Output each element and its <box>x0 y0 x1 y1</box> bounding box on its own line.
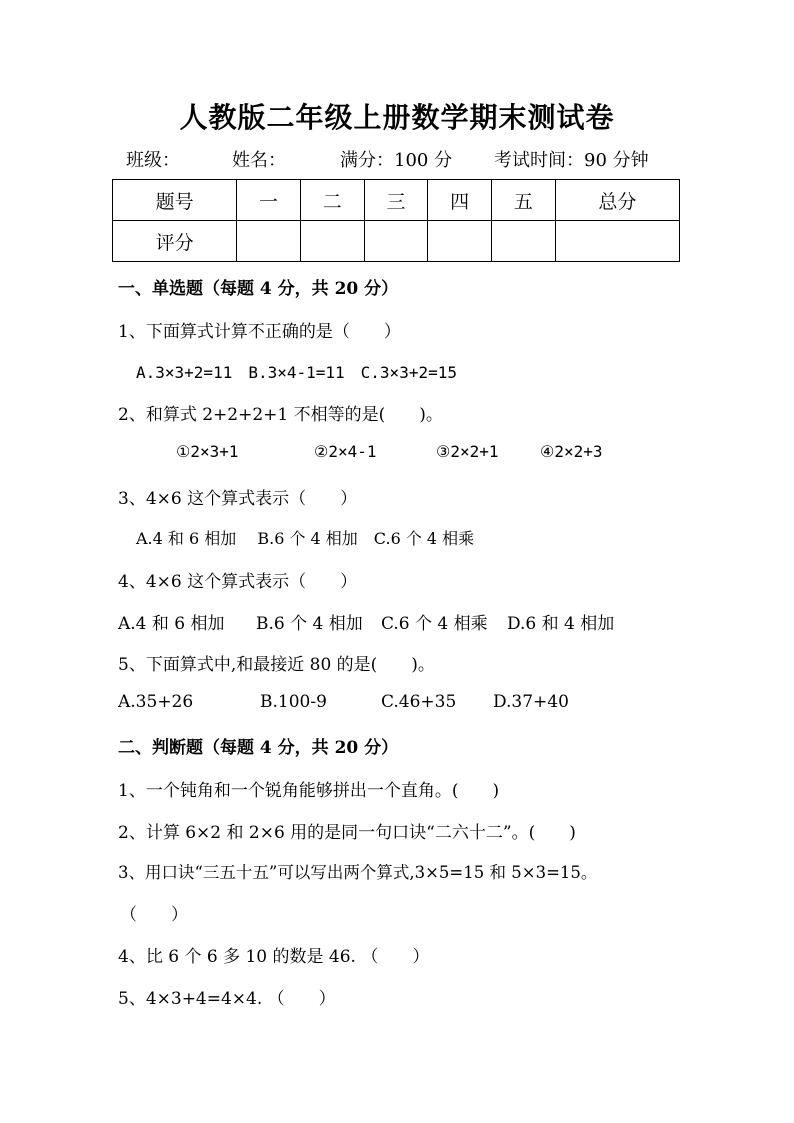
s1-q4-option-b: B.6 个 4 相加 <box>256 614 363 634</box>
s1-question-1: 1、下面算式计算不正确的是（ ） <box>118 322 401 342</box>
s1-question-2: 2、和算式 2+2+2+1 不相等的是( )。 <box>118 405 443 425</box>
full-score-label: 满分：100 分 <box>340 150 453 171</box>
s1-q3-options: A.4 和 6 相加 B.6 个 4 相加 C.6 个 4 相乘 <box>136 529 475 548</box>
s2-question-2: 2、计算 6×2 和 2×6 用的是同一句口诀“二六十二”。( ) <box>118 823 576 843</box>
s1-q5-option-d: D.37+40 <box>493 692 569 712</box>
exam-time-label: 考试时间：90 分钟 <box>494 150 649 171</box>
s1-q5-option-b: B.100-9 <box>260 692 327 712</box>
score-cell[interactable] <box>300 221 364 262</box>
s1-q4-option-d: D.6 和 4 相加 <box>507 614 615 634</box>
table-cell: 三 <box>364 180 428 221</box>
score-cell[interactable] <box>237 221 301 262</box>
score-cell[interactable] <box>364 221 428 262</box>
s1-q5-option-a: A.35+26 <box>118 692 194 712</box>
class-label: 班级： <box>126 150 180 171</box>
s1-q2-option-1: ①2×3+1 <box>176 442 239 461</box>
table-cell: 一 <box>237 180 301 221</box>
s1-q4-option-c: C.6 个 4 相乘 <box>381 614 488 634</box>
s1-question-4: 4、4×6 这个算式表示（ ） <box>118 572 358 592</box>
table-cell: 五 <box>492 180 556 221</box>
s1-q2-option-4: ④2×2+3 <box>540 442 603 461</box>
score-cell[interactable] <box>555 221 679 262</box>
s2-question-5: 5、4×3+4=4×4. （ ） <box>118 989 336 1009</box>
score-cell[interactable] <box>428 221 492 262</box>
s1-question-3: 3、4×6 这个算式表示（ ） <box>118 489 358 509</box>
s1-q2-option-3: ③2×2+1 <box>436 442 499 461</box>
score-table-score-row <box>113 221 680 262</box>
table-cell: 总分 <box>555 180 679 221</box>
table-cell: 题号 <box>113 180 237 221</box>
score-table <box>112 179 680 262</box>
s1-question-5: 5、下面算式中,和最接近 80 的是( )。 <box>118 655 435 675</box>
section1-heading: 一、单选题（每题 4 分，共 20 分） <box>118 279 399 299</box>
exam-info-row <box>126 146 649 172</box>
page-title: 人教版二年级上册数学期末测试卷 <box>179 101 615 134</box>
s2-question-4: 4、比 6 个 6 多 10 的数是 46. （ ） <box>118 947 430 967</box>
s2-question-3: 3、用口诀“三五十五”可以写出两个算式,3×5=15 和 5×3=15。 <box>118 863 598 882</box>
s2-q3-answer-blank: （ ） <box>120 905 188 925</box>
s1-q5-option-c: C.46+35 <box>381 692 457 712</box>
score-cell[interactable] <box>492 221 556 262</box>
table-cell: 二 <box>300 180 364 221</box>
s1-q2-option-2: ②2×4-1 <box>314 442 377 461</box>
section2-heading: 二、判断题（每题 4 分，共 20 分） <box>118 738 399 758</box>
s2-question-1: 1、一个钝角和一个锐角能够拼出一个直角。( ) <box>118 781 500 801</box>
score-table-header-row <box>113 180 680 221</box>
name-label: 姓名： <box>232 150 286 171</box>
table-cell: 四 <box>428 180 492 221</box>
table-cell: 评分 <box>113 221 237 262</box>
s1-q4-option-a: A.4 和 6 相加 <box>118 614 225 634</box>
s1-q1-options: A.3×3+2=11 B.3×4-1=11 C.3×3+2=15 <box>136 363 457 382</box>
